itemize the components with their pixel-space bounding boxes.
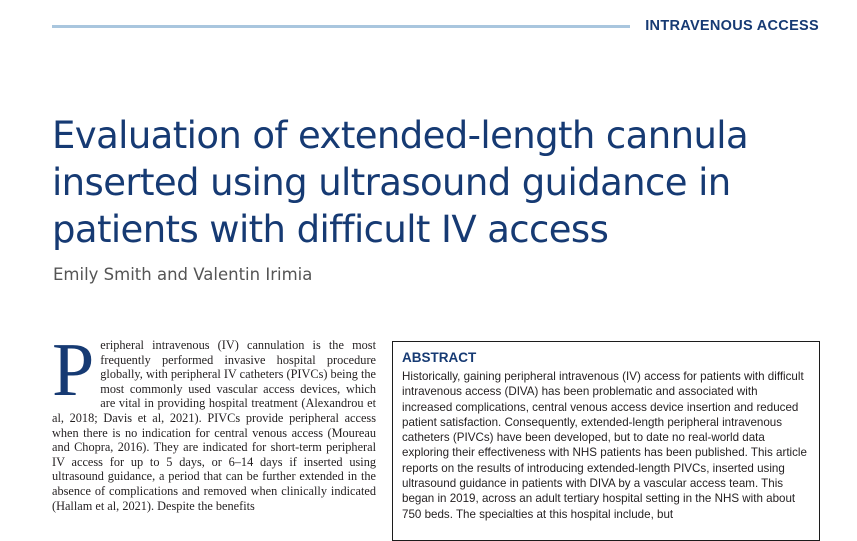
article-title: Evaluation of extended-length cannula inserted using ultrasound guidance in patients with difficult IV access (52, 114, 749, 251)
body-column (52, 338, 376, 527)
abstract-box (392, 341, 820, 541)
drop-cap: P (52, 338, 95, 412)
abstract-heading: ABSTRACT (402, 350, 477, 365)
section-label: INTRAVENOUS ACCESS (645, 18, 819, 34)
article-authors: Emily Smith and Valentin Irimia (53, 265, 313, 284)
abstract-text: Historically, gaining peripheral intravenous (IV) access for patients with difficult intravenous access (DIVA) has been problematic and associated with increased complications, central venous access device insertion and reduced patient satisfaction. Consequently, extended-length peripheral intravenous catheters (PIVCs) have been developed, but to date no real-world data exploring their effectiveness with NHS patients has been published. This article reports on the results of introducing extended-length PIVCs, inserted using ultrasound guidance in patients with DIVA by a vascular access team. This began in 2019, across an adult tertiary hospital setting in the NHS with about 750 beds. The specialties at this hospital include, but (402, 370, 807, 521)
header-rule (52, 25, 630, 28)
intro-paragraph: eripheral intravenous (IV) cannulation is the most frequently performed invasive hospital procedure globally, with peripheral IV catheters (PIVCs) being the most commonly used vascular access devices, which are vital in providing hospital treatment (Alexandrou et al, 2018; Davis et al, 2021). PIVCs provide peripheral access when there is no indication for central venous access (Moureau and Chopra, 2016). They are indicated for short-term peripheral IV access for up to 5 days, or 6–14 days if inserted using ultrasound guidance, a period that can be further extended in the absence of complications and removed when clinically indicated (Hallam et al, 2021). Despite the benefits (52, 338, 376, 513)
